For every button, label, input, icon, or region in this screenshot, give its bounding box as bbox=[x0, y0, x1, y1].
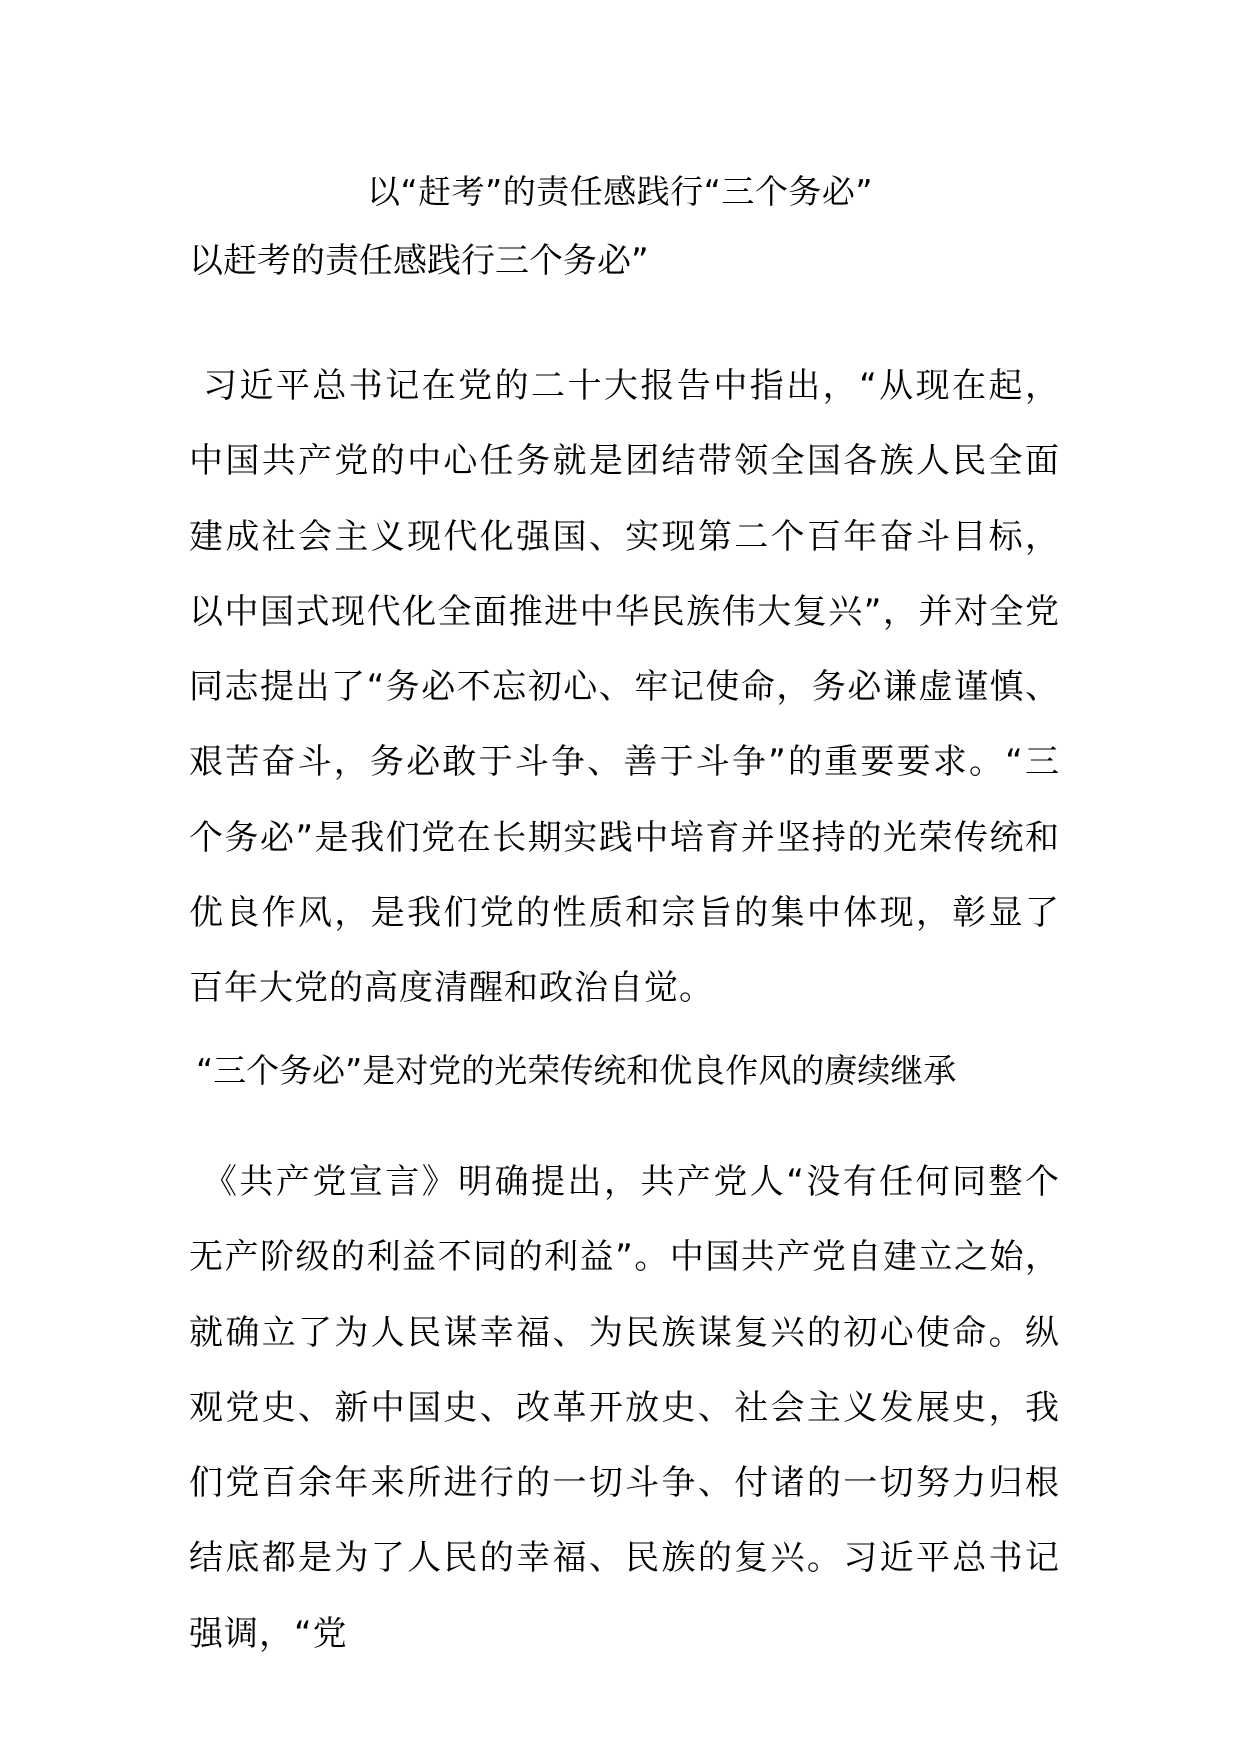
document-title: 以“赶考”的责任感践行“三个务必” bbox=[367, 172, 873, 211]
section-heading: “三个务必”是对党的光荣传统和优良作风的赓续继承 bbox=[196, 1051, 957, 1090]
paragraph-1: 习近平总书记在党的二十大报告中指出，“从现在起，中国共产党的中心任务就是团结带领全国各族人民全面建成社会主义现代化强国、实现第二个百年奋斗目标，以中国式现代化全面推进中华民族伟大复兴”，并对全党同志提出了“务必不忘初心、牢记使命，务必谦虚谨慎、艰苦奋斗，务必敢于斗争、善于斗争”的重要要求。“三个务必”是我们党在长期实践中培育并坚持的光荣传统和优良作风，是我们党的性质和宗旨的集中体现，彰显了百年大党的高度清醒和政治自觉。 bbox=[189, 366, 1060, 1009]
paragraph-2: 《共产党宣言》明确提出，共产党人“没有任何同整个无产阶级的利益不同的利益”。中国共产党自建立之始，就确立了为人民谋幸福、为民族谋复兴的初心使命。纵观党史、新中国史、改革开放史、社会主义发展史，我们党百余年来所进行的一切斗争、付诸的一切努力归根结底都是为了人民的幸福、民族的复兴。习近平总书记强调，“党 bbox=[189, 1162, 1060, 1654]
document-subtitle: 以赶考的责任感践行三个务必” bbox=[189, 241, 649, 281]
